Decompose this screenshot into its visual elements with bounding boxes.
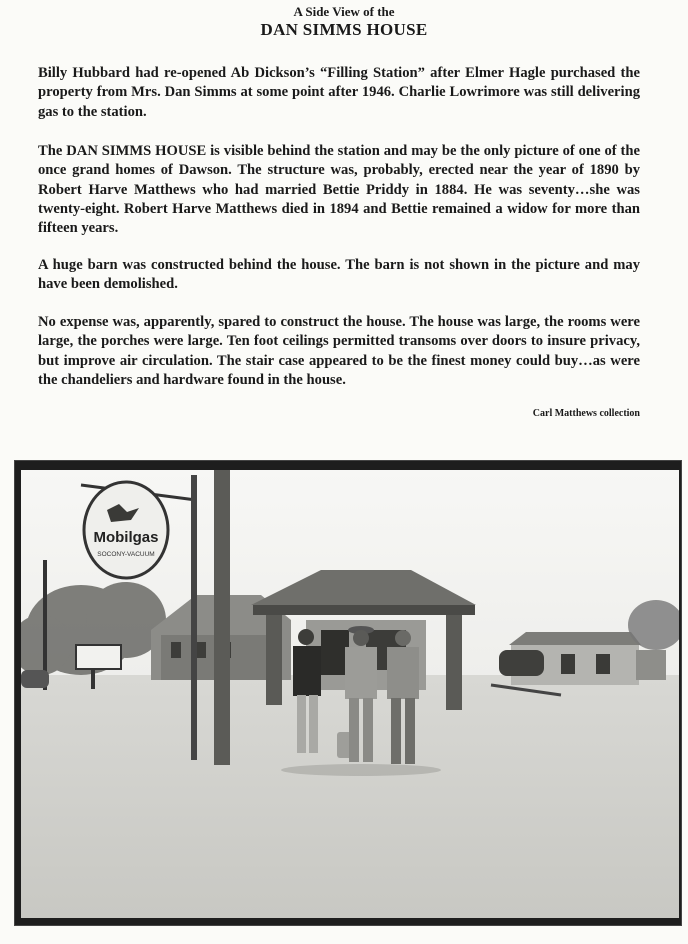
paragraph-barn: A huge barn was constructed behind the house. The barn is not shown in the picture and may have been demolished.	[38, 257, 640, 293]
paragraph-construction: No expense was, apparently, spared to construct the house. The house was large, the rooms were large, the porches were large. Ten foot ceilings permitted transoms over doors to insure privacy, but improve air circulation. The stair case appeared to be the finest money could buy…as were the chandeliers and hardware found in the house.	[38, 314, 640, 388]
photo-scene	[21, 470, 679, 918]
sign-subtext: SOCONY-VACUUM	[97, 551, 155, 558]
telephone-pole	[214, 470, 230, 765]
historic-photo	[21, 470, 679, 918]
page-subtitle: A Side View of the	[293, 4, 395, 19]
paragraph-filling-station: Billy Hubbard had re-opened Ab Dickson’s “Filling Station” after Elmer Hagle purchased the property from Mrs. Dan Simms at some point after 1946. Charlie Lowrimore was still delivering gas to the station.	[38, 65, 640, 120]
parked-car-left	[21, 670, 49, 688]
ground-shadow	[281, 764, 441, 776]
photo-credit: Carl Matthews collection	[532, 408, 640, 419]
paragraph-house-history: The DAN SIMMS HOUSE is visible behind the station and may be the only picture of one of the once grand homes of Dawson. The structure was, probably, erected near the year of 1890 by Robert Harve Matthews who had married Bettie Priddy in 1884. He was seventy…she was twenty-eight. Robert Harve Matthews died in 1894 and Bettie remained a widow for more than fifteen years.	[38, 143, 640, 237]
sign-brand: Mobilgas	[93, 529, 159, 546]
page-title: DAN SIMMS HOUSE	[260, 20, 428, 39]
